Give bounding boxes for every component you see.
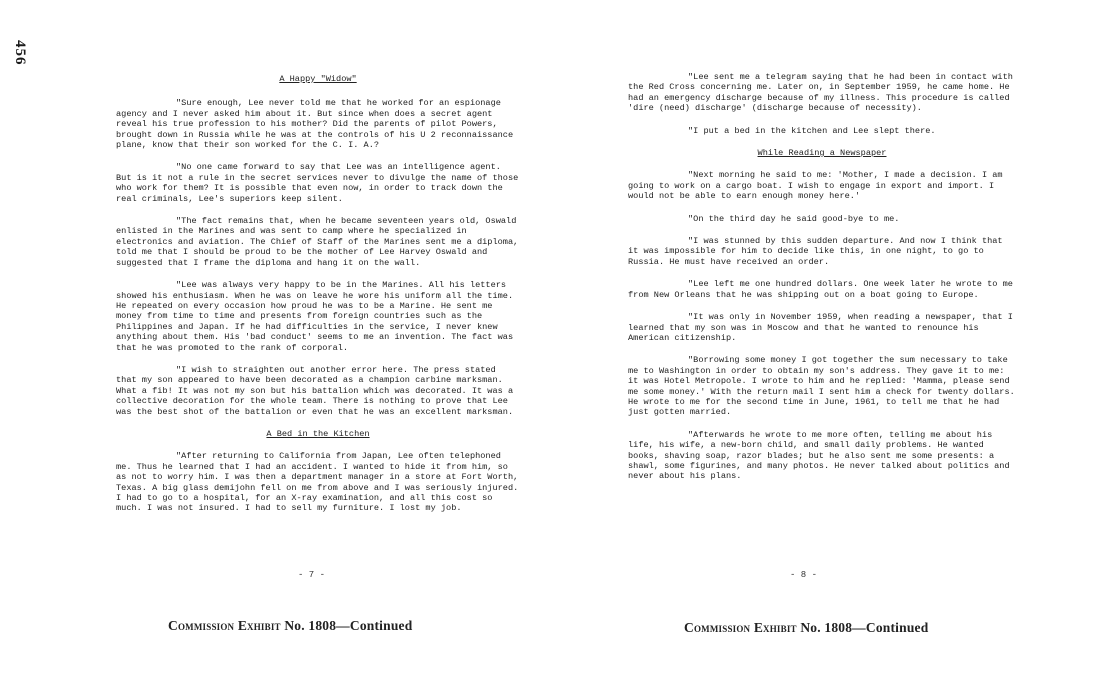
paragraph: "Next morning he said to me: 'Mother, I made a decision. I am going to work on a cargo boat. I wish to engage in export and import. I would not be able to earn enough money here.'	[628, 170, 1003, 202]
caption-prefix: Commission Exhibit	[684, 620, 797, 635]
exhibit-caption-right	[684, 620, 928, 636]
caption-prefix: Commission Exhibit	[168, 618, 281, 633]
paragraph: "Afterwards he wrote to me more often, telling me about his life, his wife, a new-born child, and small daily problems. He wanted books, shaving soap, razor blades; but he also sent me some presents: a shawl, some figurines, and many photos. He never talked about politics and never about his plans.	[628, 429, 1010, 482]
right-page-column	[628, 72, 1016, 494]
section-heading-reading-newspaper: While Reading a Newspaper	[757, 148, 887, 159]
paragraph: "Borrowing some money I got together the sum necessary to take me to Washington in order to obtain my son's address. They gave it to me: it was Hotel Metropole. I wrote to him and he replied: 'Mamma, please send me some money.' With the return mail I sent him a check for twenty dollars. He wrote to me for the second time in June, 1961, to tell me that he had just gotten married.	[628, 355, 1015, 418]
paragraph: "The fact remains that, when he became seventeen years old, Oswald enlisted in the Marines and was sent to camp where he specialized in electronics and aviation. The Chief of Staff of the Marines sent me a diploma, told me that I should be proud to be the mother of Lee Harvey Oswald and suggested that I frame the diploma and hang it on the wall.	[116, 216, 519, 268]
paragraph: "After returning to California from Japan, Lee often telephoned me. Thus he learned that I had an accident. I wanted to hide it from him, so as not to worry him. I was then a department manager in a store at Fort Worth, Texas. A big glass demijohn fell on me from above and I was seriously injured. I had to go to a hospital, for an X-ray examination, and all this cost so much. I was not insured. I had to sell my furniture. I lost my job.	[116, 451, 519, 514]
paragraph: "It was only in November 1959, when reading a newspaper, that I learned that my son was in Moscow and that he wanted to renounce his American citizenship.	[628, 312, 1013, 343]
exhibit-caption-left	[168, 618, 412, 634]
section-heading-bed-in-kitchen: A Bed in the Kitchen	[266, 428, 370, 439]
paragraph: "I was stunned by this sudden departure. And now I think that it was impossible for him to decide like this, in one night, to go to Russia. He must have received an order.	[628, 236, 1003, 267]
folio-right: - 8 -	[790, 570, 818, 580]
paragraph: "Lee was always very happy to be in the Marines. All his letters showed his enthusiasm. When he was on leave he wore his uniform all the time. He repeated on every occasion how proud he was to be a Marine. He sent me money from time to time and presents from foreign countries such as the Philippines and Japan. If he had difficulties in the service, I never knew anything about them. His 'bad conduct' seems to me an invention. The fact was that he was promoted to the rank of corporal.	[116, 280, 514, 353]
caption-suffix: No. 1808—Continued	[800, 620, 929, 635]
paragraph: "No one came forward to say that Lee was an intelligence agent. But is it not a rule in the secret services never to divulge the name of those who work for them? It is possible that even now, in order to track down the real criminals, Lee's superiors keep silent.	[116, 162, 519, 204]
paragraph: "Lee left me one hundred dollars. One week later he wrote to me from New Orleans that he was shipping out on a boat going to Europe.	[628, 279, 1013, 300]
paragraph: "I put a bed in the kitchen and Lee slept there.	[688, 125, 936, 136]
caption-suffix: No. 1808—Continued	[284, 618, 413, 633]
paragraph: "Sure enough, Lee never told me that he worked for an espionage agency and I never asked him about it. But since when does a secret agent reveal his true profession to his mother? Did the parents of pilot Powers, brought down in Russia while he was at the controls of his U 2 reconnaissance plane, know that their son worked for the C. I. A.?	[116, 98, 514, 151]
folio-left: - 7 -	[298, 570, 326, 580]
paragraph: "On the third day he said good-bye to me.	[688, 213, 900, 224]
paragraph: "Lee sent me a telegram saying that he had been in contact with the Red Cross concerning me. Later on, in September 1959, he came home. He had an emergency discharge because of my illness. This procedure is called 'dire (need) discharge' (discharge because of necessity).	[628, 72, 1013, 114]
paragraph: "I wish to straighten out another error here. The press stated that my son appeared to have been decorated as a champion carbine marksman. What a fib! It was not my son but his battalion which was decorated. It was a collective decoration for the whole team. There is nothing to prove that Lee was the best shot of the battalion or even that he was an excellent marksman.	[116, 364, 514, 417]
left-page-column	[116, 74, 520, 526]
section-heading-happy-widow: A Happy "Widow"	[279, 74, 357, 84]
page-number: 456	[12, 40, 28, 66]
